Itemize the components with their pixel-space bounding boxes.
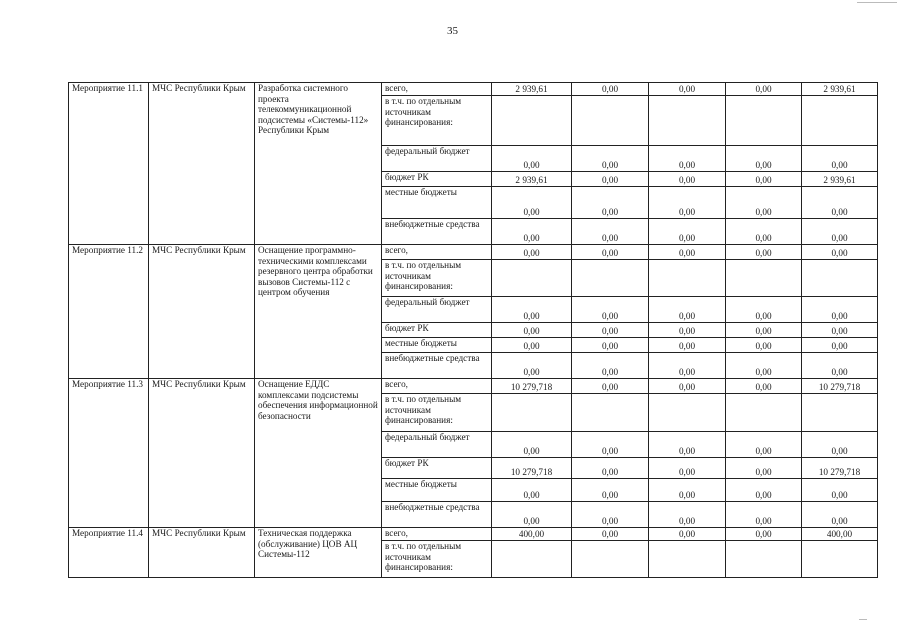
amount-cell: 10 279,718 — [802, 379, 878, 394]
amount-cell: 0,00 — [802, 323, 878, 338]
amount-cell: 10 279,718 — [802, 458, 878, 479]
amount-cell: 0,00 — [649, 245, 726, 260]
amount-cell: 0,00 — [649, 219, 726, 245]
funding-source-cell: местные бюджеты — [382, 187, 492, 219]
amount-cell — [649, 260, 726, 297]
amount-cell: 0,00 — [802, 479, 878, 502]
funding-source-cell: федеральный бюджет — [382, 297, 492, 323]
amount-cell: 0,00 — [726, 245, 802, 260]
amount-cell: 0,00 — [802, 219, 878, 245]
amount-cell: 0,00 — [492, 187, 572, 219]
amount-cell: 0,00 — [572, 353, 649, 379]
amount-cell: 0,00 — [649, 323, 726, 338]
amount-cell: 0,00 — [802, 502, 878, 528]
amount-cell: 0,00 — [802, 245, 878, 260]
amount-cell: 0,00 — [726, 479, 802, 502]
event-executor-cell: МЧС Республики Крым — [149, 528, 255, 578]
amount-cell: 0,00 — [649, 146, 726, 172]
amount-cell: 0,00 — [649, 353, 726, 379]
amount-cell: 0,00 — [649, 379, 726, 394]
amount-cell: 0,00 — [726, 172, 802, 187]
amount-cell — [802, 96, 878, 146]
event-executor-cell: МЧС Республики Крым — [149, 83, 255, 245]
table-row — [69, 379, 878, 394]
amount-cell — [649, 394, 726, 432]
amount-cell: 0,00 — [492, 502, 572, 528]
amount-cell: 2 939,61 — [802, 83, 878, 96]
amount-cell: 0,00 — [572, 379, 649, 394]
amount-cell: 2 939,61 — [802, 172, 878, 187]
table-row — [69, 528, 878, 541]
amount-cell: 0,00 — [649, 338, 726, 353]
corner-scan-mark — [857, 2, 897, 3]
funding-source-cell: в т.ч. по отдельным источникам финансирования: — [382, 394, 492, 432]
amount-cell: 0,00 — [572, 432, 649, 458]
amount-cell: 0,00 — [726, 83, 802, 96]
amount-cell: 0,00 — [492, 297, 572, 323]
amount-cell: 400,00 — [492, 528, 572, 541]
amount-cell: 0,00 — [726, 297, 802, 323]
amount-cell: 0,00 — [649, 479, 726, 502]
amount-cell: 0,00 — [726, 187, 802, 219]
funding-source-cell: всего, — [382, 245, 492, 260]
funding-source-cell: внебюджетные средства — [382, 502, 492, 528]
amount-cell: 0,00 — [572, 172, 649, 187]
amount-cell — [802, 260, 878, 297]
amount-cell: 400,00 — [802, 528, 878, 541]
amount-cell — [492, 96, 572, 146]
amount-cell — [572, 541, 649, 578]
amount-cell: 0,00 — [726, 528, 802, 541]
amount-cell: 0,00 — [572, 297, 649, 323]
amount-cell: 0,00 — [726, 379, 802, 394]
amount-cell: 0,00 — [572, 479, 649, 502]
amount-cell: 0,00 — [572, 219, 649, 245]
amount-cell: 0,00 — [649, 297, 726, 323]
amount-cell: 0,00 — [572, 338, 649, 353]
amount-cell: 0,00 — [572, 83, 649, 96]
amount-cell: 0,00 — [492, 432, 572, 458]
amount-cell: 0,00 — [726, 146, 802, 172]
event-executor-cell: МЧС Республики Крым — [149, 245, 255, 379]
event-name-cell: Оснащение ЕДДС комплексами подсистемы обеспечения информационной безопасности — [255, 379, 382, 528]
funding-source-cell: местные бюджеты — [382, 338, 492, 353]
amount-cell: 2 939,61 — [492, 172, 572, 187]
amount-cell — [572, 260, 649, 297]
event-name-cell: Разработка системного проекта телекоммуникационной подсистемы «Системы-112» Республики Крым — [255, 83, 382, 245]
funding-source-cell: бюджет РК — [382, 458, 492, 479]
funding-source-cell: местные бюджеты — [382, 479, 492, 502]
amount-cell: 0,00 — [492, 146, 572, 172]
funding-source-cell: внебюджетные средства — [382, 353, 492, 379]
event-name-cell: Техническая поддержка (обслуживание) ЦОВ АЦ Системы-112 — [255, 528, 382, 578]
amount-cell: 0,00 — [572, 245, 649, 260]
amount-cell: 0,00 — [649, 502, 726, 528]
event-executor-cell: МЧС Республики Крым — [149, 379, 255, 528]
page-number: 35 — [447, 25, 458, 37]
amount-cell: 0,00 — [726, 458, 802, 479]
event-code-cell: Мероприятие 11.4 — [69, 528, 149, 578]
amount-cell: 0,00 — [649, 528, 726, 541]
amount-cell: 0,00 — [572, 187, 649, 219]
amount-cell: 0,00 — [802, 432, 878, 458]
amount-cell: 0,00 — [802, 353, 878, 379]
amount-cell: 0,00 — [572, 458, 649, 479]
amount-cell: 0,00 — [726, 323, 802, 338]
event-code-cell: Мероприятие 11.3 — [69, 379, 149, 528]
funding-source-cell: бюджет РК — [382, 172, 492, 187]
table-row — [69, 245, 878, 260]
amount-cell: 0,00 — [572, 146, 649, 172]
edge-scan-mark — [859, 619, 867, 620]
amount-cell: 0,00 — [649, 458, 726, 479]
amount-cell — [572, 394, 649, 432]
amount-cell: 0,00 — [802, 187, 878, 219]
amount-cell — [649, 541, 726, 578]
event-code-cell: Мероприятие 11.2 — [69, 245, 149, 379]
amount-cell: 0,00 — [802, 297, 878, 323]
amount-cell: 0,00 — [649, 172, 726, 187]
amount-cell: 0,00 — [726, 502, 802, 528]
amount-cell: 0,00 — [492, 323, 572, 338]
amount-cell: 0,00 — [492, 219, 572, 245]
amount-cell — [492, 541, 572, 578]
amount-cell — [802, 394, 878, 432]
funding-source-cell: всего, — [382, 379, 492, 394]
amount-cell — [572, 96, 649, 146]
table-row — [69, 83, 878, 96]
funding-source-cell: в т.ч. по отдельным источникам финансирования: — [382, 96, 492, 146]
funding-source-cell: внебюджетные средства — [382, 219, 492, 245]
amount-cell: 0,00 — [492, 338, 572, 353]
amount-cell — [492, 260, 572, 297]
amount-cell: 0,00 — [492, 353, 572, 379]
amount-cell: 0,00 — [492, 245, 572, 260]
funding-source-cell: всего, — [382, 528, 492, 541]
amount-cell — [649, 96, 726, 146]
amount-cell: 0,00 — [802, 338, 878, 353]
amount-cell: 0,00 — [802, 146, 878, 172]
amount-cell: 10 279,718 — [492, 379, 572, 394]
amount-cell: 2 939,61 — [492, 83, 572, 96]
amount-cell — [726, 541, 802, 578]
amount-cell: 10 279,718 — [492, 458, 572, 479]
amount-cell — [492, 394, 572, 432]
amount-cell: 0,00 — [726, 353, 802, 379]
amount-cell: 0,00 — [492, 479, 572, 502]
funding-source-cell: в т.ч. по отдельным источникам финансирования: — [382, 260, 492, 297]
amount-cell: 0,00 — [572, 528, 649, 541]
funding-table-body — [69, 83, 878, 578]
funding-source-cell: бюджет РК — [382, 323, 492, 338]
amount-cell: 0,00 — [572, 502, 649, 528]
event-code-cell: Мероприятие 11.1 — [69, 83, 149, 245]
amount-cell: 0,00 — [726, 432, 802, 458]
event-name-cell: Оснащение программно-техническими комплексами резервного центра обработки вызовов Системы-112 с центром обучения — [255, 245, 382, 379]
amount-cell — [726, 260, 802, 297]
amount-cell — [726, 96, 802, 146]
funding-table — [68, 82, 878, 578]
funding-source-cell: федеральный бюджет — [382, 432, 492, 458]
amount-cell: 0,00 — [649, 432, 726, 458]
amount-cell: 0,00 — [726, 338, 802, 353]
amount-cell — [802, 541, 878, 578]
funding-source-cell: всего, — [382, 83, 492, 96]
funding-source-cell: в т.ч. по отдельным источникам финансирования: — [382, 541, 492, 578]
funding-source-cell: федеральный бюджет — [382, 146, 492, 172]
amount-cell: 0,00 — [649, 187, 726, 219]
amount-cell: 0,00 — [572, 323, 649, 338]
amount-cell: 0,00 — [649, 83, 726, 96]
amount-cell — [726, 394, 802, 432]
amount-cell: 0,00 — [726, 219, 802, 245]
